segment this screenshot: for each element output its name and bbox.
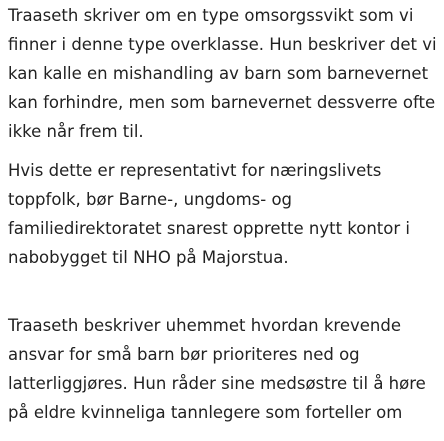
text-line: Traaseth skriver om en type omsorgssvikt som vi: [8, 6, 414, 25]
text-line: latterliggjøres. Hun råder sine medsøstre til å høre: [8, 374, 426, 393]
text-line: kan kalle en mishandling av barn som barnevernet: [8, 64, 429, 83]
text-line: finner i denne type overklasse. Hun beskriver det vi: [8, 35, 437, 54]
text-line: toppfolk, bør Barne-, ungdoms- og: [8, 190, 293, 209]
text-line: på eldre kvinneliga tannlegere som forteller om: [8, 403, 403, 422]
text-line: Traaseth beskriver uhemmet hvordan krevende: [8, 316, 401, 335]
paragraph-3: [8, 311, 426, 427]
paragraph-2: [8, 156, 410, 272]
text-line: Hvis dette er representativt for næringslivets: [8, 161, 382, 180]
paragraph-1: [8, 1, 437, 146]
text-line: ansvar for små barn bør prioriteres ned og: [8, 345, 360, 364]
text-line: kan forhindre, men som barnevernet dessverre ofte: [8, 93, 436, 112]
text-line: ikke når frem til.: [8, 122, 144, 141]
text-line: nabobygget til NHO på Majorstua.: [8, 248, 289, 267]
text-line: familiedirektoratet snarest opprette nytt kontor i: [8, 219, 410, 238]
